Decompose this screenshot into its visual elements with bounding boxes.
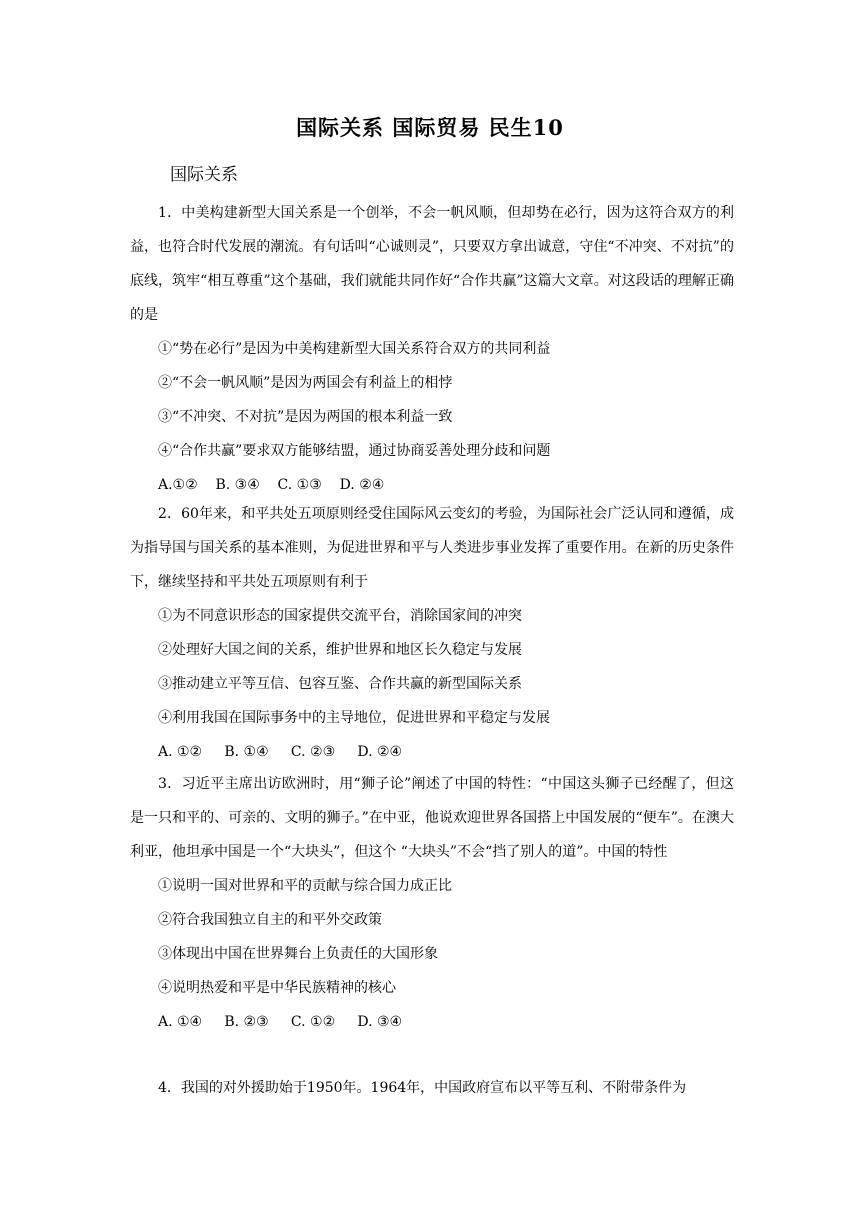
question-2 [130,497,734,769]
question-4 [130,1071,734,1105]
question-1-option-2: ②“不会一帆风顺”是因为两国会有利益上的相悖 [158,375,453,391]
question-3-stem: 3．习近平主席出访欧洲时，用“狮子论”阐述了中国的特性：“中国这头狮子已经醒了，但这是一只和平的、可亲的、文明的狮子。”在中亚，他说欢迎世界各国搭上中国发展的“便车”。在澳大利亚，他坦承中国是一个“大块头”，但这个 “大块头”不会“挡了别人的道”。中国的特性 [130,776,734,860]
question-1 [130,196,734,502]
question-4-stem: 4．我国的对外援助始于1950年。1964年，中国政府宣布以平等互利、不附带条件为 [158,1080,687,1096]
question-2-option-3: ③推动建立平等互信、包容互鉴、合作共赢的新型国际关系 [158,676,522,692]
question-3-answers: A. ①④ B. ②③ C. ①② D. ③④ [158,1014,403,1030]
section-heading: 国际关系 [170,165,238,185]
question-1-option-4: ④“合作共赢”要求双方能够结盟，通过协商妥善处理分歧和问题 [158,443,551,459]
question-1-answers: A.①② B. ③④ C. ①③ D. ②④ [158,477,385,493]
question-2-answers: A. ①② B. ①④ C. ②③ D. ②④ [158,744,403,760]
question-1-option-1: ①“势在必行”是因为中美构建新型大国关系符合双方的共同利益 [158,341,551,357]
question-2-option-1: ①为不同意识形态的国家提供交流平台，消除国家间的冲突 [158,608,522,624]
page-title: 国际关系 国际贸易 民生10 [296,115,564,140]
question-3 [130,767,734,1039]
question-3-option-1: ①说明一国对世界和平的贡献与综合国力成正比 [158,878,452,894]
question-3-option-3: ③体现出中国在世界舞台上负责任的大国形象 [158,946,438,962]
question-1-stem: 1．中美构建新型大国关系是一个创举，不会一帆风顺，但却势在必行，因为这符合双方的利益，也符合时代发展的潮流。有句话叫“心诚则灵”，只要双方拿出诚意，守住“不冲突、不对抗”的底线，筑牢“相互尊重”这个基础，我们就能共同作好“合作共赢”这篇大文章。对这段话的理解正确的是 [130,205,734,323]
question-1-option-3: ③“不冲突、不对抗”是因为两国的根本利益一致 [158,409,453,425]
question-3-option-2: ②符合我国独立自主的和平外交政策 [158,912,382,928]
question-2-option-4: ④利用我国在国际事务中的主导地位，促进世界和平稳定与发展 [158,710,550,726]
question-2-stem: 2．60年来，和平共处五项原则经受住国际风云变幻的考验，为国际社会广泛认同和遵循，成为指导国与国关系的基本准则，为促进世界和平与人类进步事业发挥了重要作用。在新的历史条件下，继续坚持和平共处五项原则有利于 [130,506,734,590]
question-3-option-4: ④说明热爱和平是中华民族精神的核心 [158,980,396,996]
question-2-option-2: ②处理好大国之间的关系，维护世界和地区长久稳定与发展 [158,642,522,658]
